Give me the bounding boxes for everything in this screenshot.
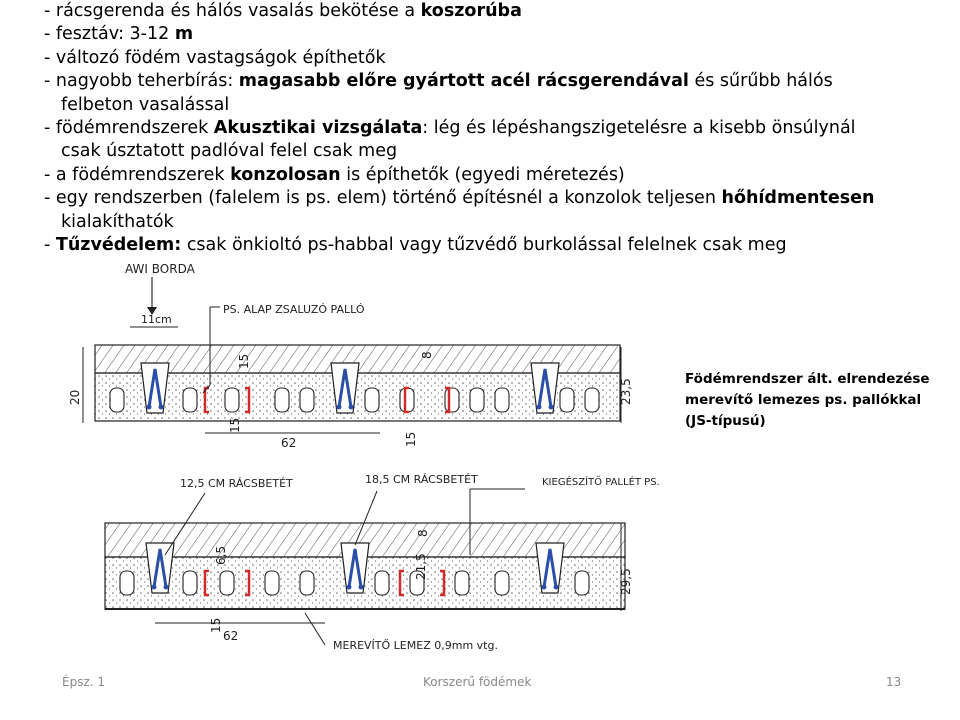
bold-term: konzolosan xyxy=(230,164,341,185)
text-run: - xyxy=(44,234,56,255)
label-rb-125: 12,5 CM RÁCSBETÉT xyxy=(180,477,293,490)
bullet-continuation xyxy=(44,94,956,117)
footer-page-number: 13 xyxy=(886,675,902,689)
void-cell xyxy=(275,388,289,412)
bullet-continuation xyxy=(44,140,956,163)
void-cell xyxy=(300,571,314,595)
bold-term: magasabb előre gyártott acél rácsgerendával xyxy=(238,71,689,92)
void-cell xyxy=(560,388,574,412)
void-cell xyxy=(225,388,239,412)
top-section xyxy=(68,262,633,450)
bullet-continuation xyxy=(44,211,956,234)
void-cell xyxy=(300,388,314,412)
text-run: csak úsztatott padlóval felel csak meg xyxy=(61,141,398,162)
dim-15d: 15 xyxy=(209,617,223,633)
text-run: is építhetők (egyedi méretezés) xyxy=(340,164,625,185)
bullet-item xyxy=(44,70,956,93)
text-run: - a födémrendszerek xyxy=(44,164,231,185)
figure-caption xyxy=(685,369,945,432)
bold-term: Tűzvédelem: xyxy=(55,234,182,255)
dim-8b: 8 xyxy=(416,529,430,537)
text-run: felbeton vasalással xyxy=(61,94,230,115)
text-run: - födémrendszerek xyxy=(44,117,214,138)
void-cell xyxy=(455,571,469,595)
dim-62a: 62 xyxy=(281,436,297,450)
dim-15a: 15 xyxy=(237,353,251,369)
dim-235: 23,5 xyxy=(619,378,633,405)
bold-term: koszorúba xyxy=(420,1,522,21)
void-cell xyxy=(495,388,509,412)
text-run: kialakíthatók xyxy=(61,211,174,232)
text-run: - változó födém vastagságok építhetők xyxy=(44,47,386,68)
text-run: - fesztáv: 3-12 xyxy=(44,24,175,45)
dim-8: 8 xyxy=(420,351,434,359)
void-cell xyxy=(183,571,197,595)
bullet-item xyxy=(44,47,956,70)
footer-title: Korszerű födémek xyxy=(423,675,532,689)
bullet-item xyxy=(44,187,956,210)
caption-line-3: (JS-típusú) xyxy=(685,413,766,429)
dim-20: 20 xyxy=(68,389,82,405)
caption-line-2: merevítő lemezes ps. pallókkal xyxy=(685,392,922,408)
floor-section-drawing xyxy=(55,255,660,670)
void-cell xyxy=(120,571,134,595)
void-cell xyxy=(220,571,234,595)
bold-term: Akusztikai vizsgálata xyxy=(213,117,423,138)
bottom-section xyxy=(105,473,660,652)
text-run: : lég és lépéshangszigetelésre a kisebb önsúlynál xyxy=(422,117,856,138)
void-cell xyxy=(183,388,197,412)
dim-62b: 62 xyxy=(223,629,239,643)
footer-course: Épsz. 1 xyxy=(62,675,106,689)
void-cell xyxy=(495,571,509,595)
label-merevito-lemez: MEREVÍTŐ LEMEZ 0,9mm vtg. xyxy=(333,639,498,652)
label-11cm: 11cm xyxy=(141,313,172,326)
bold-term: hőhídmentesen xyxy=(721,188,875,209)
text-run: - egy rendszerben (falelem is ps. elem) történő építésnél a konzolok teljesen xyxy=(44,188,722,209)
void-cell xyxy=(400,388,414,412)
void-cell xyxy=(470,388,484,412)
void-cell xyxy=(110,388,124,412)
void-cell xyxy=(265,571,279,595)
label-kiegeszito: KIEGÉSZÍTŐ PALLÉT PS. xyxy=(542,477,660,488)
bullet-item xyxy=(44,23,956,46)
text-run: - rácsgerenda és hálós vasalás bekötése a xyxy=(44,1,421,21)
bold-term: m xyxy=(174,24,194,45)
label-ps-pallet: PS. ALAP ZSALUZÓ PALLÓ xyxy=(223,303,365,316)
void-cell xyxy=(375,571,389,595)
text-run: és sűrűbb hálós xyxy=(688,71,833,92)
void-cell xyxy=(445,388,459,412)
void-cell xyxy=(585,388,599,412)
text-run: csak önkioltó ps-habbal vagy tűzvédő burkolással felelnek csak meg xyxy=(181,234,787,255)
label-awi-borda: AWI BORDA xyxy=(125,262,195,276)
bullet-item xyxy=(44,0,956,23)
text-run: - nagyobb teherbírás: xyxy=(44,71,239,92)
dim-295: 29,5 xyxy=(619,568,633,595)
bullet-item xyxy=(44,234,956,257)
void-cell xyxy=(575,571,589,595)
dim-15c: 15 xyxy=(404,431,418,447)
dim-65: 6,5 xyxy=(214,545,228,565)
label-rb-185: 18,5 CM RÁCSBETÉT xyxy=(365,473,478,486)
bullet-item xyxy=(44,117,956,140)
bullet-item xyxy=(44,164,956,187)
bullet-list xyxy=(44,0,956,257)
caption-line-1: Födémrendszer ált. elrendezése xyxy=(685,371,930,387)
dim-15b: 15 xyxy=(228,417,242,433)
void-cell xyxy=(365,388,379,412)
dim-215: 21,5 xyxy=(414,553,428,580)
